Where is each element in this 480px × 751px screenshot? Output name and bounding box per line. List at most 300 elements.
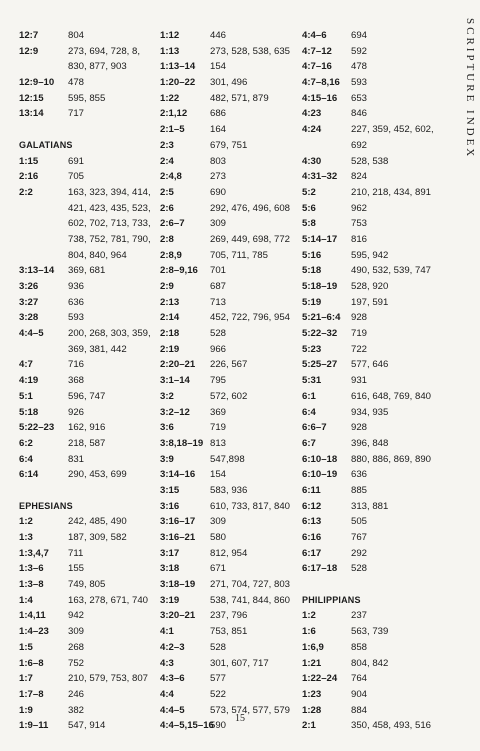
index-entry (302, 499, 462, 515)
verse-reference: 3:17 (160, 547, 180, 559)
index-entry (160, 530, 300, 546)
verse-reference: 5:22–32 (302, 328, 338, 340)
running-head-scripture-index: SCRIPTURE INDEX (464, 18, 476, 160)
page-references: 690 (210, 186, 227, 198)
index-column-3 (302, 28, 462, 734)
page-references: 753, 851 (210, 626, 248, 638)
page-references: 187, 309, 582 (68, 532, 127, 543)
verse-reference: 6:16 (302, 532, 322, 543)
index-entry (302, 263, 462, 279)
verse-reference: 2:4,8 (160, 171, 182, 183)
index-entry (302, 405, 462, 421)
index-column-2 (160, 28, 300, 734)
verse-reference: 12:15 (19, 92, 44, 104)
book-heading: PHILIPPIANS (302, 594, 361, 605)
index-entry (160, 44, 300, 60)
verse-reference: 1:3 (19, 532, 33, 543)
verse-reference: 1:9–11 (19, 720, 49, 732)
page-references: 482, 571, 879 (210, 92, 269, 104)
index-entry (302, 546, 462, 562)
verse-reference: 3:6 (160, 422, 174, 434)
page-references: 197, 591 (351, 296, 389, 308)
index-entry (19, 656, 159, 672)
verse-reference: 2:6–7 (160, 218, 185, 230)
verse-reference: 6:12 (302, 500, 322, 512)
page-references: 804, 842 (351, 657, 389, 669)
index-entry (160, 467, 300, 483)
index-entry (160, 295, 300, 311)
index-entry (19, 452, 159, 468)
page-references: 686 (210, 108, 227, 120)
verse-reference: 3:1–14 (160, 375, 190, 387)
page-references: 577, 646 (351, 359, 389, 371)
verse-reference: 6:17 (302, 547, 322, 559)
index-entry (160, 656, 300, 672)
page-references: 884 (351, 704, 368, 716)
page-references: 200, 268, 303, 359, (68, 328, 151, 340)
page-references: 966 (210, 343, 227, 355)
index-entry (160, 138, 300, 154)
verse-reference: 3:16–17 (160, 516, 196, 528)
page-references: 722 (351, 343, 368, 355)
verse-reference: 3:9 (160, 453, 174, 465)
verse-reference: 4:7–16 (302, 61, 332, 73)
index-entry (160, 499, 300, 515)
verse-reference: 2:13 (160, 296, 180, 308)
verse-reference: 4:24 (302, 124, 322, 136)
index-entry (302, 122, 462, 138)
index-entry (19, 640, 159, 656)
page-references: 824 (351, 171, 368, 183)
verse-reference: 1:5 (19, 641, 33, 653)
index-entry (302, 624, 462, 640)
page-references: 577 (210, 673, 227, 685)
index-entry (302, 530, 462, 546)
page-references: 155 (68, 563, 85, 575)
page-references: 934, 935 (351, 406, 389, 418)
index-entry (160, 91, 300, 107)
index-entry (302, 59, 462, 75)
page-references: 885 (351, 484, 368, 496)
verse-reference: 2:14 (160, 312, 180, 324)
page-references: 163, 323, 394, 414, (68, 186, 151, 198)
page-references: 563, 739 (351, 626, 389, 638)
verse-reference: 1:4,11 (19, 610, 46, 622)
verse-reference: 4:3 (160, 657, 174, 669)
index-entry (302, 389, 462, 405)
index-entry (160, 624, 300, 640)
verse-reference: 2:18 (160, 328, 180, 340)
page-references: 719 (351, 328, 368, 340)
verse-reference: 1:12 (160, 30, 180, 41)
verse-reference: 3:20–21 (160, 610, 196, 622)
verse-reference: 2:4 (160, 155, 174, 167)
verse-reference: 5:16 (302, 249, 322, 261)
page-references: 803 (210, 155, 227, 167)
page-references: 528, 920 (351, 281, 389, 292)
verse-reference: 5:22–23 (19, 422, 55, 434)
index-entry (302, 201, 462, 217)
verse-reference: 3:18 (160, 563, 180, 575)
index-entry (19, 263, 159, 279)
page-references: 528, 538 (351, 155, 389, 167)
verse-reference: 4:7–8,16 (302, 77, 340, 89)
verse-reference: 4:30 (302, 155, 322, 167)
page-references: 547, 914 (68, 720, 106, 732)
page-references: 926 (68, 406, 85, 418)
page-references: 210, 579, 753, 807 (68, 673, 149, 685)
verse-reference: 1:2 (19, 516, 33, 528)
page-references: 421, 423, 435, 523, (68, 202, 151, 214)
index-entry (160, 671, 300, 687)
page-references: 858 (351, 641, 368, 653)
verse-reference: 4:23 (302, 108, 322, 120)
verse-reference: 5:2 (302, 186, 316, 198)
index-entry (160, 326, 300, 342)
page-references: 218, 587 (68, 437, 106, 449)
index-entry (160, 389, 300, 405)
verse-reference: 12:9–10 (19, 77, 55, 89)
index-entry (160, 75, 300, 91)
page-references: 273, 694, 728, 8, (68, 45, 141, 57)
page-references: 396, 848 (351, 437, 389, 449)
page-references: 268 (68, 641, 85, 653)
index-entry (19, 295, 159, 311)
verse-reference: 1:3–8 (19, 579, 44, 591)
index-entry (302, 138, 462, 154)
verse-reference: 1:6–8 (19, 657, 44, 669)
index-entry (302, 357, 462, 373)
page-references: 931 (351, 375, 368, 387)
page-references: 382 (68, 704, 85, 716)
page-references: 830, 877, 903 (68, 61, 127, 73)
index-entry (302, 185, 462, 201)
page-references: 452, 722, 796, 954 (210, 312, 291, 324)
index-entry (160, 546, 300, 562)
index-entry (160, 154, 300, 170)
page-references: 292 (351, 547, 368, 559)
verse-reference: 2:6 (160, 202, 174, 214)
index-entry (160, 310, 300, 326)
page-references: 936 (68, 281, 85, 292)
verse-reference: 1:22 (160, 92, 180, 104)
index-entry (19, 91, 159, 107)
index-entry (19, 357, 159, 373)
section-gap (19, 483, 159, 499)
index-entry (160, 405, 300, 421)
index-entry (302, 561, 462, 577)
page-references: 767 (351, 532, 368, 543)
verse-reference: 6:4 (302, 406, 316, 418)
page-references: 210, 218, 434, 891 (351, 186, 432, 198)
page-references: 904 (351, 688, 368, 700)
index-entry (19, 201, 159, 217)
index-entry (19, 561, 159, 577)
page-references: 547,898 (210, 453, 245, 465)
page-references: 301, 607, 717 (210, 657, 269, 669)
page-references: 962 (351, 202, 368, 214)
verse-reference: 4:7 (19, 359, 33, 371)
page-references: 691 (68, 155, 85, 167)
page-references: 595, 942 (351, 249, 389, 261)
page-references: 237, 796 (210, 610, 248, 622)
index-entry (19, 59, 159, 75)
verse-reference: 3:18–19 (160, 579, 196, 591)
verse-reference: 6:4 (19, 453, 33, 465)
page-references: 301, 496 (210, 77, 248, 89)
book-heading: EPHESIANS (19, 500, 73, 511)
verse-reference: 12:7 (19, 30, 39, 41)
page-references: 595, 855 (68, 92, 106, 104)
verse-reference: 6:7 (302, 437, 316, 449)
index-entry (160, 248, 300, 264)
index-entry (302, 75, 462, 91)
index-entry (160, 106, 300, 122)
index-entry (302, 373, 462, 389)
index-entry (19, 405, 159, 421)
verse-reference: 4:4–5,15–16 (160, 720, 214, 732)
index-entry (302, 310, 462, 326)
page-references: 679, 751 (210, 139, 248, 151)
verse-reference: 4:4–6 (302, 30, 327, 41)
page-references: 226, 567 (210, 359, 248, 371)
page-references: 687 (210, 281, 227, 292)
verse-reference: 2:2 (19, 186, 33, 198)
page-references: 928 (351, 422, 368, 434)
page-references: 505 (351, 516, 368, 528)
page-references: 738, 752, 781, 790, (68, 233, 151, 245)
verse-reference: 6:10–19 (302, 469, 338, 481)
verse-reference: 3:2 (160, 390, 174, 402)
page-references: 616, 648, 769, 840 (351, 390, 432, 402)
index-entry (160, 216, 300, 232)
index-entry (19, 671, 159, 687)
verse-reference: 1:28 (302, 704, 322, 716)
verse-reference: 1:6,9 (302, 641, 324, 653)
verse-reference: 3:15 (160, 484, 180, 496)
page-references: 163, 278, 671, 740 (68, 594, 149, 606)
index-entry (160, 593, 300, 609)
index-entry (19, 373, 159, 389)
verse-reference: 2:16 (19, 171, 39, 183)
verse-reference: 2:1,12 (160, 108, 188, 120)
index-entry (19, 514, 159, 530)
page-references: 290, 453, 699 (68, 469, 127, 481)
page-references: 813 (210, 437, 227, 449)
page-references: 701 (210, 265, 227, 277)
verse-reference: 12:9 (19, 45, 39, 57)
verse-reference: 4:4–5 (160, 704, 185, 716)
index-entry (302, 608, 462, 624)
page-references: 593 (351, 77, 368, 89)
index-entry (19, 169, 159, 185)
verse-reference: 6:17–18 (302, 563, 338, 575)
page-references: 711 (68, 547, 84, 559)
index-entry (160, 232, 300, 248)
page-references: 602, 702, 713, 733, (68, 218, 151, 230)
index-entry (19, 44, 159, 60)
index-entry (19, 593, 159, 609)
verse-reference: 1:21 (302, 657, 322, 669)
index-entry (160, 169, 300, 185)
index-entry (160, 342, 300, 358)
page-references: 242, 485, 490 (68, 516, 127, 528)
verse-reference: 1:15 (19, 155, 39, 167)
index-entry (19, 420, 159, 436)
verse-reference: 5:19 (302, 296, 322, 308)
index-entry (19, 216, 159, 232)
page-references: 292, 476, 496, 608 (210, 202, 291, 214)
verse-reference: 4:3–6 (160, 673, 185, 685)
verse-reference: 3:14–16 (160, 469, 196, 481)
page-references: 269, 449, 698, 772 (210, 233, 291, 245)
verse-reference: 2:20–21 (160, 359, 196, 371)
verse-reference: 2:3 (160, 139, 174, 151)
page-references: 752 (68, 657, 85, 669)
verse-reference: 1:2 (302, 610, 316, 622)
verse-reference: 2:5 (160, 186, 174, 198)
index-entry (302, 91, 462, 107)
page-references: 164 (210, 124, 227, 136)
index-column-1 (19, 28, 159, 734)
index-entry (19, 467, 159, 483)
page-references: 705 (68, 171, 85, 183)
index-entry (160, 201, 300, 217)
page-references: 593 (68, 312, 85, 324)
page-references: 831 (68, 453, 85, 465)
verse-reference: 5:18 (19, 406, 39, 418)
verse-reference: 3:16–21 (160, 532, 196, 543)
verse-reference: 1:13 (160, 45, 180, 57)
index-entry (19, 577, 159, 593)
verse-reference: 3:8,18–19 (160, 437, 204, 449)
verse-reference: 5:23 (302, 343, 322, 355)
index-entry (302, 232, 462, 248)
index-entry (19, 546, 159, 562)
index-entry (160, 420, 300, 436)
page-references: 596, 747 (68, 390, 106, 402)
index-entry (19, 436, 159, 452)
page-references: 671 (210, 563, 227, 575)
page-references: 522 (210, 688, 227, 700)
index-entry (160, 357, 300, 373)
index-entry (19, 342, 159, 358)
page-references: 846 (351, 108, 368, 120)
page-references: 590 (210, 720, 227, 732)
page-references: 227, 359, 452, 602, (351, 124, 434, 136)
verse-reference: 1:9 (19, 704, 33, 716)
page-references: 478 (351, 61, 368, 73)
index-entry (19, 75, 159, 91)
verse-reference: 2:1 (302, 720, 316, 732)
index-entry (160, 577, 300, 593)
verse-reference: 4:31–32 (302, 171, 338, 183)
verse-reference: 5:18–19 (302, 281, 338, 292)
index-entry (160, 514, 300, 530)
index-entry (160, 263, 300, 279)
page-references: 572, 602 (210, 390, 248, 402)
index-entry (302, 342, 462, 358)
page-references: 313, 881 (351, 500, 389, 512)
page-references: 804 (68, 30, 85, 41)
verse-reference: 4:4–5 (19, 328, 44, 340)
verse-reference: 13:14 (19, 108, 44, 120)
index-entry (19, 389, 159, 405)
verse-reference: 2:1–5 (160, 124, 185, 136)
verse-reference: 6:14 (19, 469, 39, 481)
page-references: 528 (210, 328, 227, 340)
index-entry (302, 671, 462, 687)
index-entry (19, 608, 159, 624)
verse-reference: 3:26 (19, 281, 39, 292)
index-entry (19, 624, 159, 640)
index-entry (19, 232, 159, 248)
page-references: 309 (210, 218, 227, 230)
verse-reference: 5:21–6:4 (302, 312, 341, 324)
verse-reference: 3:16 (160, 500, 180, 512)
verse-reference: 6:10–18 (302, 453, 338, 465)
verse-reference: 5:18 (302, 265, 322, 277)
index-entry (302, 467, 462, 483)
index-entry (160, 452, 300, 468)
verse-reference: 1:6 (302, 626, 316, 638)
verse-reference: 1:3,4,7 (19, 547, 49, 559)
page-references: 528 (210, 641, 227, 653)
verse-reference: 2:8 (160, 233, 174, 245)
page-references: 719 (210, 422, 227, 434)
verse-reference: 1:23 (302, 688, 322, 700)
verse-reference: 6:2 (19, 437, 33, 449)
index-entry (302, 326, 462, 342)
verse-reference: 4:15–16 (302, 92, 338, 104)
index-entry (160, 185, 300, 201)
index-entry (302, 44, 462, 60)
page-references: 764 (351, 673, 368, 685)
page-references: 273 (210, 171, 227, 183)
page-references: 705, 711, 785 (210, 249, 268, 261)
index-entry (19, 106, 159, 122)
verse-reference: 2:8,9 (160, 249, 182, 261)
index-entry (160, 608, 300, 624)
index-entry (302, 154, 462, 170)
page-references: 692 (351, 139, 368, 151)
page-references: 368 (68, 375, 85, 387)
verse-reference: 2:19 (160, 343, 180, 355)
page-references: 369 (210, 406, 227, 418)
verse-reference: 5:6 (302, 202, 316, 214)
verse-reference: 6:11 (302, 484, 321, 496)
page-references: 610, 733, 817, 840 (210, 500, 291, 512)
page-references: 478 (68, 77, 85, 89)
page-references: 694 (351, 30, 368, 41)
index-entry (302, 169, 462, 185)
verse-reference: 1:20–22 (160, 77, 196, 89)
index-entry (160, 483, 300, 499)
verse-reference: 3:13–14 (19, 265, 55, 277)
index-entry (302, 436, 462, 452)
index-entry (19, 326, 159, 342)
verse-reference: 1:7–8 (19, 688, 44, 700)
index-entry (160, 279, 300, 295)
page-references: 580 (210, 532, 227, 543)
verse-reference: 4:2–3 (160, 641, 185, 653)
page-references: 369, 681 (68, 265, 106, 277)
verse-reference: 1:22–24 (302, 673, 338, 685)
verse-reference: 5:1 (19, 390, 33, 402)
page-references: 753 (351, 218, 368, 230)
page-references: 309 (68, 626, 85, 638)
verse-reference: 4:7–12 (302, 45, 332, 57)
